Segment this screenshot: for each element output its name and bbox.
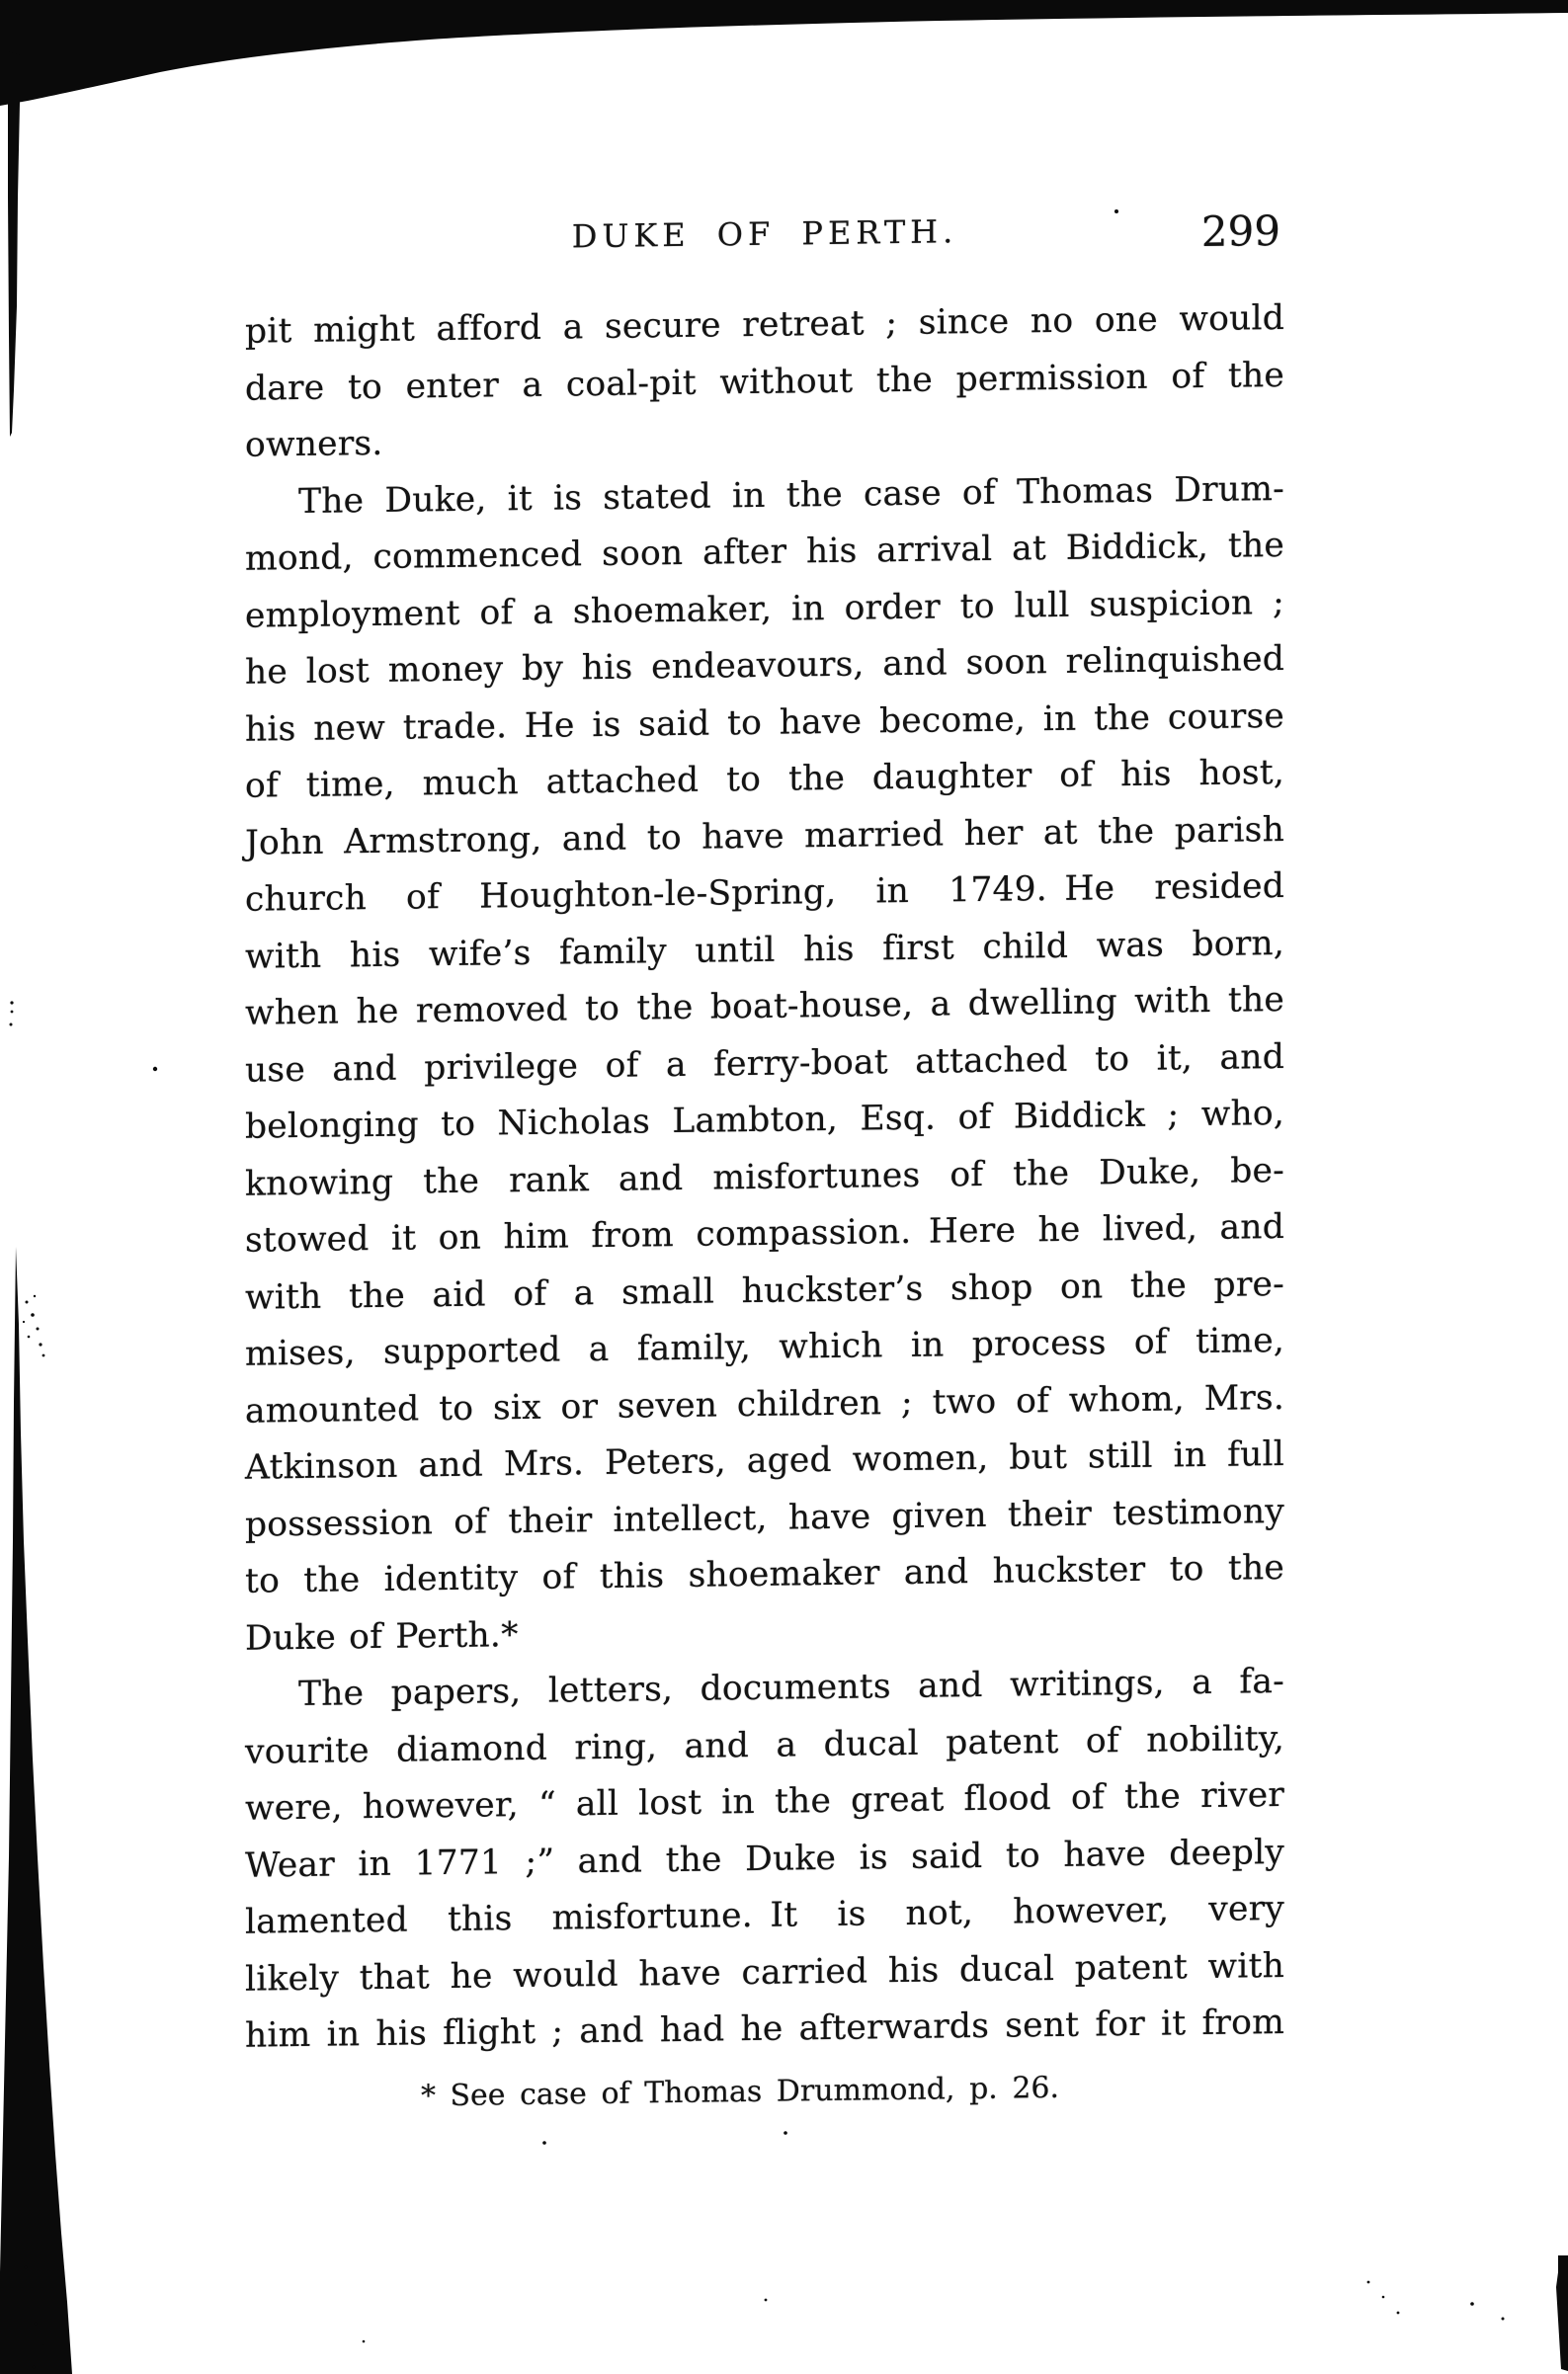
- text-line: were, however, “ all lost in the great flood of the river: [245, 1774, 1284, 1829]
- text-line: lamented this misfortune. It is not, however, very: [245, 1888, 1284, 1942]
- text-line: to the identity of this shoemaker and huckster to the: [245, 1547, 1284, 1601]
- text-line: vourite diamond ring, and a ducal patent of nobility,: [245, 1718, 1284, 1772]
- text-line: likely that he would have carried his ducal patent with: [245, 1945, 1284, 2000]
- text-line: knowing the rank and misfortunes of the Duke, be-: [245, 1150, 1284, 1204]
- text-line: him in his flight ; and had he afterwards sent for it from: [245, 2002, 1284, 2056]
- text-line: Atkinson and Mrs. Peters, aged women, but still in full: [245, 1433, 1284, 1488]
- text-line: Wear in 1771 ;” and the Duke is said to have deeply: [245, 1832, 1284, 1886]
- text-line: pit might afford a secure retreat ; since no one would: [245, 297, 1284, 352]
- text-line: dare to enter a coal-pit without the permission of the: [245, 355, 1284, 409]
- text-line: mises, supported a family, which in process of time,: [245, 1320, 1284, 1374]
- text-line: when he removed to the boat-house, a dwelling with the: [245, 979, 1284, 1033]
- text-line: The Duke, it is stated in the case of Thomas Drum-: [298, 468, 1284, 522]
- page-number: 299: [1200, 205, 1280, 257]
- text-line: church of Houghton-le-Spring, in 1749. He resided: [245, 865, 1284, 920]
- text-line: possession of their intellect, have given their testimony: [245, 1491, 1284, 1545]
- text-line: stowed it on him from compassion. Here he lived, and: [245, 1206, 1284, 1261]
- text-line: use and privilege of a ferry-boat attached to it, and: [245, 1036, 1284, 1091]
- text-line: employment of a shoemaker, in order to lull suspicion ;: [245, 582, 1284, 636]
- text-line: Duke of Perth.*: [245, 1614, 519, 1659]
- running-header-title: DUKE OF PERTH.: [571, 212, 958, 256]
- text-line: of time, much attached to the daughter of his host,: [245, 752, 1284, 806]
- text-line: with his wife’s family until his first child was born,: [245, 923, 1284, 977]
- text-line: with the aid of a small huckster’s shop on the pre-: [245, 1264, 1284, 1318]
- text-line: amounted to six or seven children ; two of whom, Mrs.: [245, 1377, 1284, 1432]
- text-line: The papers, letters, documents and writings, a fa-: [298, 1661, 1284, 1714]
- text-line: owners.: [245, 423, 383, 465]
- text-line: mond, commenced soon after his arrival at Biddick, the: [245, 525, 1284, 579]
- footnote: * See case of Thomas Drummond, p. 26.: [420, 2070, 1060, 2114]
- text-line: belonging to Nicholas Lambton, Esq. of Biddick ; who,: [245, 1093, 1284, 1147]
- text-line: John Armstrong, and to have married her at the parish: [245, 809, 1284, 863]
- body-text: [245, 290, 1284, 2065]
- text-line: he lost money by his endeavours, and soon relinquished: [245, 638, 1284, 693]
- text-line: his new trade. He is said to have become, in the course: [245, 696, 1284, 750]
